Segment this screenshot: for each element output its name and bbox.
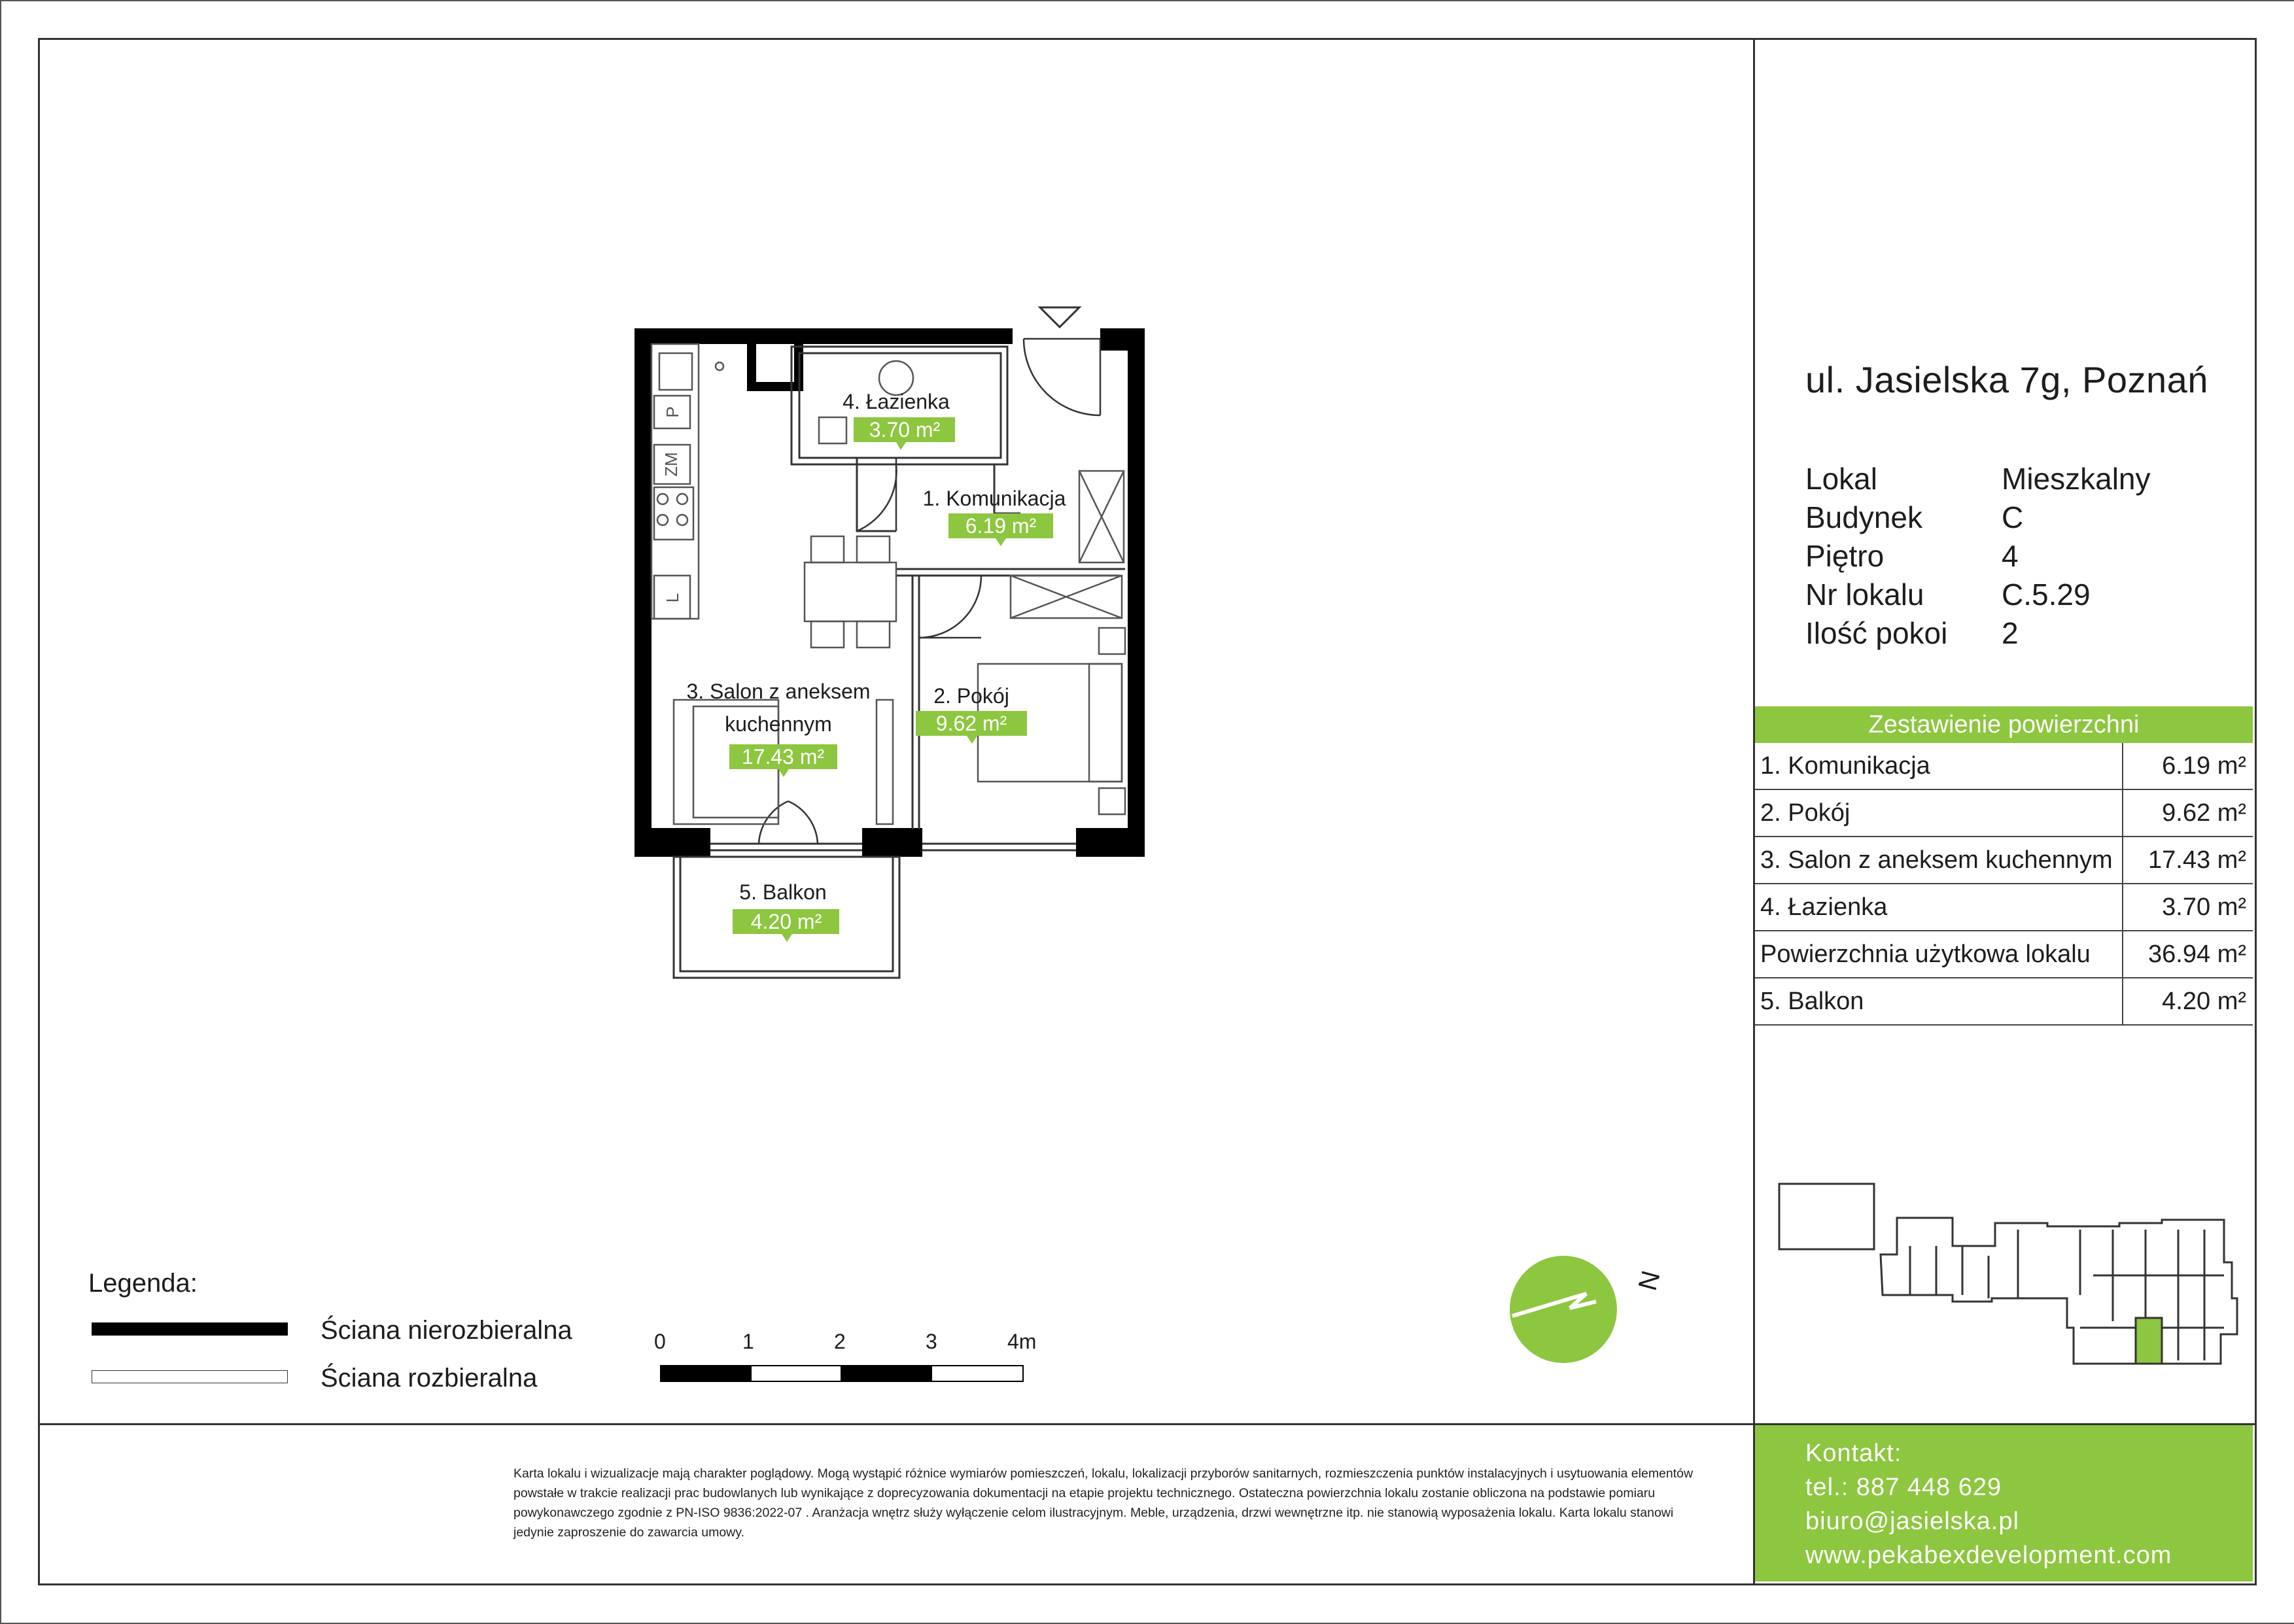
summary-value: 9.62 m² bbox=[2123, 789, 2253, 837]
compass bbox=[1510, 1256, 1666, 1363]
info-value: 4 bbox=[2002, 539, 2019, 573]
legend-title: Legenda: bbox=[88, 1269, 198, 1298]
contact-box bbox=[1755, 1425, 2253, 1581]
summary-value: 3.70 m² bbox=[2123, 884, 2253, 931]
table-row bbox=[1755, 743, 2253, 789]
room-lazienka-name: 4. Łazienka bbox=[843, 390, 950, 413]
info-key: Piętro bbox=[1805, 539, 1885, 573]
kitchen-mark-zm: ZM bbox=[661, 452, 681, 477]
summary-label: 4. Łazienka bbox=[1755, 884, 2123, 931]
legend-solid-label: Ściana nierozbieralna bbox=[321, 1316, 572, 1345]
info-value: C.5.29 bbox=[2002, 578, 2091, 612]
table-row bbox=[1755, 837, 2253, 884]
room-balkon-name: 5. Balkon bbox=[739, 880, 827, 904]
room-salon-name-1: 3. Salon z aneksem bbox=[686, 680, 871, 703]
scale-label: 0 bbox=[654, 1330, 666, 1353]
room-salon-area: 17.43 m² bbox=[741, 745, 825, 769]
key-plan bbox=[1779, 1184, 2237, 1364]
contact-website[interactable]: www.pekabexdevelopment.com bbox=[1805, 1542, 2172, 1569]
contact-email[interactable]: biuro@jasielska.pl bbox=[1805, 1508, 2019, 1535]
kitchen-mark-p: P bbox=[663, 406, 682, 418]
summary-value: 4.20 m² bbox=[2123, 978, 2253, 1025]
summary-label: 5. Balkon bbox=[1755, 978, 2123, 1025]
info-value: Mieszkalny bbox=[2002, 462, 2151, 496]
room-komunikacja-name: 1. Komunikacja bbox=[922, 487, 1066, 510]
disclaimer: Karta lokalu i wizualizacje mają charakter poglądowy. Mogą wystąpić różnice wymiarów pomieszczeń, lokalu, lokalizacji przyborów sanitarnych, rozmieszczenia punktów instalacyjnych i usytuowania elementów powstałe w trakcie realizacji prac budowlanych lub wynikające z doprecyzowania dokumentacji na etapie projektu technicznego. Ostateczna powierzchnia lokalu zostanie obliczona na podstawie pomiaru powykonawczego zgodnie z PN-ISO 9836:2022-07 . Aranżacja wnętrz służy wyłączenie celom ilustracyjnym. Meble, urządzenia, drzwi wewnętrzne itp. nie stanowią wyposażenia lokalu. Karta lokalu stanowi jedynie zaproszenie do zawarcia umowy. bbox=[513, 1466, 1694, 1540]
table-row bbox=[1755, 789, 2253, 837]
info-key: Budynek bbox=[1805, 500, 1923, 534]
summary-value: 17.43 m² bbox=[2123, 837, 2253, 884]
scale-label: 3 bbox=[926, 1330, 937, 1353]
table-row bbox=[1755, 931, 2253, 978]
legend-light-label: Ściana rozbieralna bbox=[321, 1364, 538, 1392]
summary-label: 2. Pokój bbox=[1755, 789, 2123, 837]
info-key: Nr lokalu bbox=[1805, 578, 1924, 612]
kitchen-mark-l: L bbox=[663, 593, 682, 603]
scale-label: 4m bbox=[1007, 1330, 1037, 1353]
legend-swatch-solid bbox=[92, 1322, 288, 1336]
room-salon-name-2: kuchennym bbox=[725, 712, 832, 736]
compass-north-label: N bbox=[1633, 1268, 1666, 1294]
summary-value: 6.19 m² bbox=[2123, 743, 2253, 789]
summary-label: Powierzchnia użytkowa lokalu bbox=[1755, 931, 2123, 978]
room-balkon-area: 4.20 m² bbox=[750, 910, 822, 933]
scale-segment bbox=[750, 1365, 842, 1382]
legend-swatch-light bbox=[92, 1370, 288, 1383]
summary-value: 36.94 m² bbox=[2123, 931, 2253, 978]
room-pokoj-name: 2. Pokój bbox=[933, 684, 1009, 708]
info-key: Lokal bbox=[1805, 462, 1877, 496]
info-key: Ilość pokoi bbox=[1805, 616, 1948, 650]
room-lazienka-area: 3.70 m² bbox=[869, 418, 941, 441]
scale-label: 2 bbox=[834, 1330, 846, 1353]
room-komunikacja-area: 6.19 m² bbox=[965, 514, 1037, 538]
contact-title: Kontakt: bbox=[1805, 1440, 1902, 1467]
room-pokoj-area: 9.62 m² bbox=[935, 712, 1007, 735]
info-value: 2 bbox=[2002, 616, 2019, 650]
address: ul. Jasielska 7g, Poznań bbox=[1805, 359, 2208, 400]
table-row bbox=[1755, 884, 2253, 931]
scale-segment bbox=[660, 1365, 752, 1382]
summary-label: 1. Komunikacja bbox=[1755, 743, 2123, 789]
summary-title: Zestawienie powierzchni bbox=[1755, 706, 2253, 743]
scale-segment bbox=[841, 1365, 932, 1382]
scale-label: 1 bbox=[742, 1330, 754, 1353]
info-value: C bbox=[2002, 500, 2024, 534]
summary-label: 3. Salon z aneksem kuchennym bbox=[1755, 837, 2123, 884]
contact-phone[interactable]: tel.: 887 448 629 bbox=[1805, 1474, 2002, 1501]
summary-table bbox=[1755, 743, 2253, 1026]
scale-segment bbox=[931, 1365, 1024, 1382]
table-row bbox=[1755, 978, 2253, 1025]
